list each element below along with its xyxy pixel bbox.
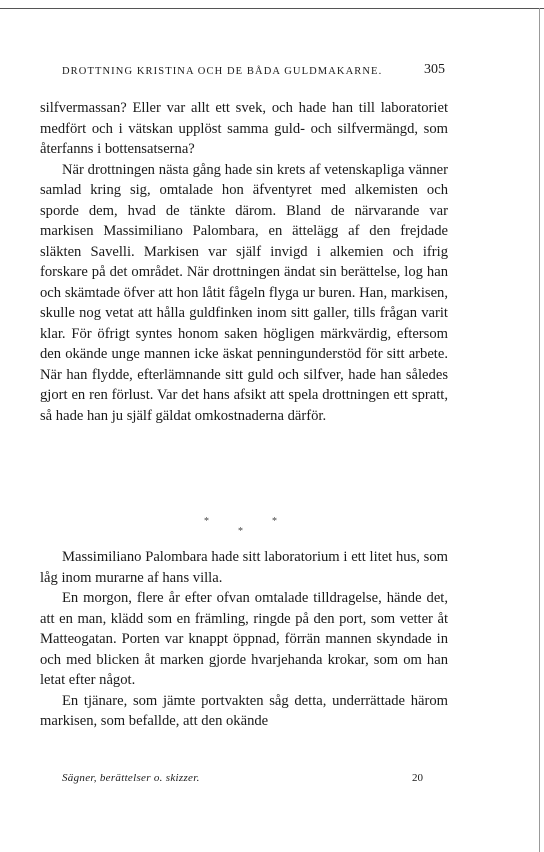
asterisk: *: [272, 516, 277, 527]
running-title: DROTTNING KRISTINA OCH DE BÅDA GULDMAKARNE.: [62, 66, 383, 77]
asterisk: *: [204, 516, 209, 527]
signature-line: Sägner, berättelser o. skizzer.: [62, 772, 200, 784]
text-block-1: [40, 98, 448, 426]
asterisk: *: [238, 526, 243, 537]
top-rule: [0, 8, 544, 9]
paragraph: En morgon, flere år efter ofvan omtalade tilldragelse, hände det, att en man, klädd som en främling, ringde på den port, som vetter åt Matteogatan. Porten var knappt öppnad, förrän mannen skyndade in och med blicken åt marken gjorde hvarjehanda krokar, som om han letat efter något.: [40, 590, 448, 688]
paragraph: silfvermassan? Eller var allt ett svek, och hade han till laboratoriet medfört och i vätskan upplöst samma guld- och silfvermängd, som återfanns i bottensatserna?: [40, 100, 448, 157]
signature-number: 20: [412, 772, 423, 784]
paragraph: En tjänare, som jämte portvakten såg detta, underrättade härom markisen, som befallde, att den okände: [40, 692, 448, 729]
section-ornament: [204, 516, 284, 538]
text-block-2: [40, 547, 448, 732]
page-number: 305: [424, 62, 445, 77]
paragraph: När drottningen nästa gång hade sin krets af vetenskapliga vänner samlad kring sig, omtalade hon äfventyret med alkemisten och sporde dem, hvad de tänkte därom. Bland de närvarande var markisen Massimiliano Palombara, en ättelägg af den frejdade släkten Savelli. Markisen var själf invigd i alkemien och ifrig forskare på det området. När drottningen ändat sin berättelse, log han och skämtade öfver att hon låtit fågeln flyga ur buren. Han, markisen, skulle nog vetat att hålla guldfinken inom sitt galler, tills frågan varit klar. För öfrigt syntes honom saken högligen märkvärdig, eftersom den okände unge mannen icke äskat penningunderstöd för sitt arbete. När han flydde, efterlämnande sitt guld och silfver, hade han således gjort en ren förlust. Var det hans afsikt att spela drottningen ett spratt, så hade han ju själf gäldat omkostnaderna därför.: [40, 161, 448, 424]
page-edge: [539, 8, 540, 852]
paragraph: Massimiliano Palombara hade sitt laboratorium i ett litet hus, som låg inom murarne af hans villa.: [40, 549, 448, 586]
